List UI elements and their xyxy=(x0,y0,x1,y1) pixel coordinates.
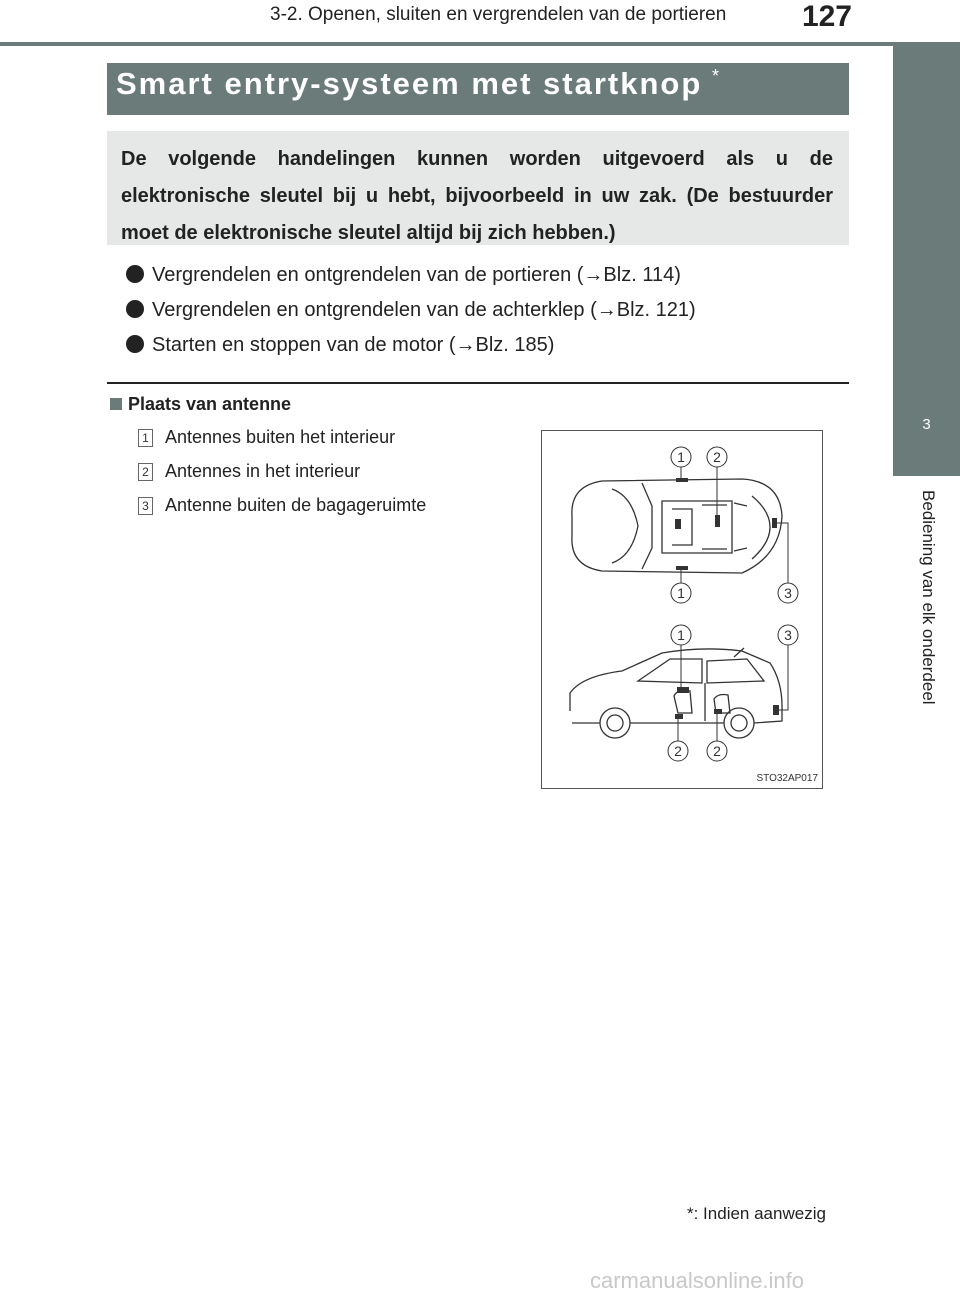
car-side-view xyxy=(570,648,782,738)
legend-number: 3 xyxy=(138,497,153,515)
section-header: 3-2. Openen, sluiten en vergrendelen van de portieren xyxy=(270,4,727,25)
legend-text: Antenne buiten de bagageruimte xyxy=(165,495,427,515)
chapter-label: Bediening van elk onderdeel xyxy=(919,490,938,705)
square-bullet-icon xyxy=(110,398,122,410)
legend-item xyxy=(138,495,426,516)
section-divider xyxy=(107,382,849,384)
title-asterisk: * xyxy=(712,66,720,86)
legend-item xyxy=(138,427,395,448)
chapter-number: 3 xyxy=(922,416,931,433)
bullet-icon xyxy=(126,265,144,283)
legend-text: Antennes in het interieur xyxy=(165,461,361,481)
bullet-item xyxy=(126,299,696,322)
bullet-icon xyxy=(126,300,144,318)
subsection-heading-text: Plaats van antenne xyxy=(128,394,292,414)
bullet-text: Vergrendelen en ontgrendelen van de portieren (→Blz. 114) xyxy=(152,264,681,286)
legend-item xyxy=(138,461,360,482)
page-title: Smart entry-systeem met startknop xyxy=(116,66,703,101)
callout-label: 2 xyxy=(674,743,682,759)
callout-label: 3 xyxy=(784,627,792,643)
callout-label: 1 xyxy=(677,585,685,601)
bullet-item xyxy=(126,334,554,357)
footnote: *: Indien aanwezig xyxy=(687,1204,826,1223)
watermark: carmanualsonline.info xyxy=(590,1268,805,1293)
diagram-code: STO32AP017 xyxy=(756,773,818,784)
bullet-text: Starten en stoppen van de motor (→Blz. 185) xyxy=(152,334,555,356)
legend-number: 2 xyxy=(138,463,153,481)
antenna-markers-top xyxy=(675,478,777,570)
antenna-location-diagram xyxy=(541,430,823,789)
bullet-text: Vergrendelen en ontgrendelen van de achterklep (→Blz. 121) xyxy=(152,299,696,321)
subsection-heading xyxy=(110,394,291,415)
callout-label: 3 xyxy=(784,585,792,601)
callout-label: 1 xyxy=(677,449,685,465)
bullet-icon xyxy=(126,335,144,353)
callout-label: 2 xyxy=(713,743,721,759)
page-number: 127 xyxy=(801,0,852,33)
legend-text: Antennes buiten het interieur xyxy=(165,427,396,447)
callout-label: 2 xyxy=(713,449,721,465)
callout-label: 1 xyxy=(677,627,685,643)
bullet-item xyxy=(126,264,681,287)
legend-number: 1 xyxy=(138,429,153,447)
header-rule xyxy=(0,42,960,46)
car-diagram-svg xyxy=(542,431,822,788)
callouts-top xyxy=(671,447,798,603)
leader-lines-top xyxy=(681,467,788,583)
intro-text: De volgende handelingen kunnen worden uitgevoerd als u de elektronische sleutel bij u hebt, bijvoorbeeld in uw zak. (De bestuurder moet de elektronische sleutel altijd bij zich hebben.) xyxy=(121,148,833,244)
chapter-tab xyxy=(893,46,960,476)
